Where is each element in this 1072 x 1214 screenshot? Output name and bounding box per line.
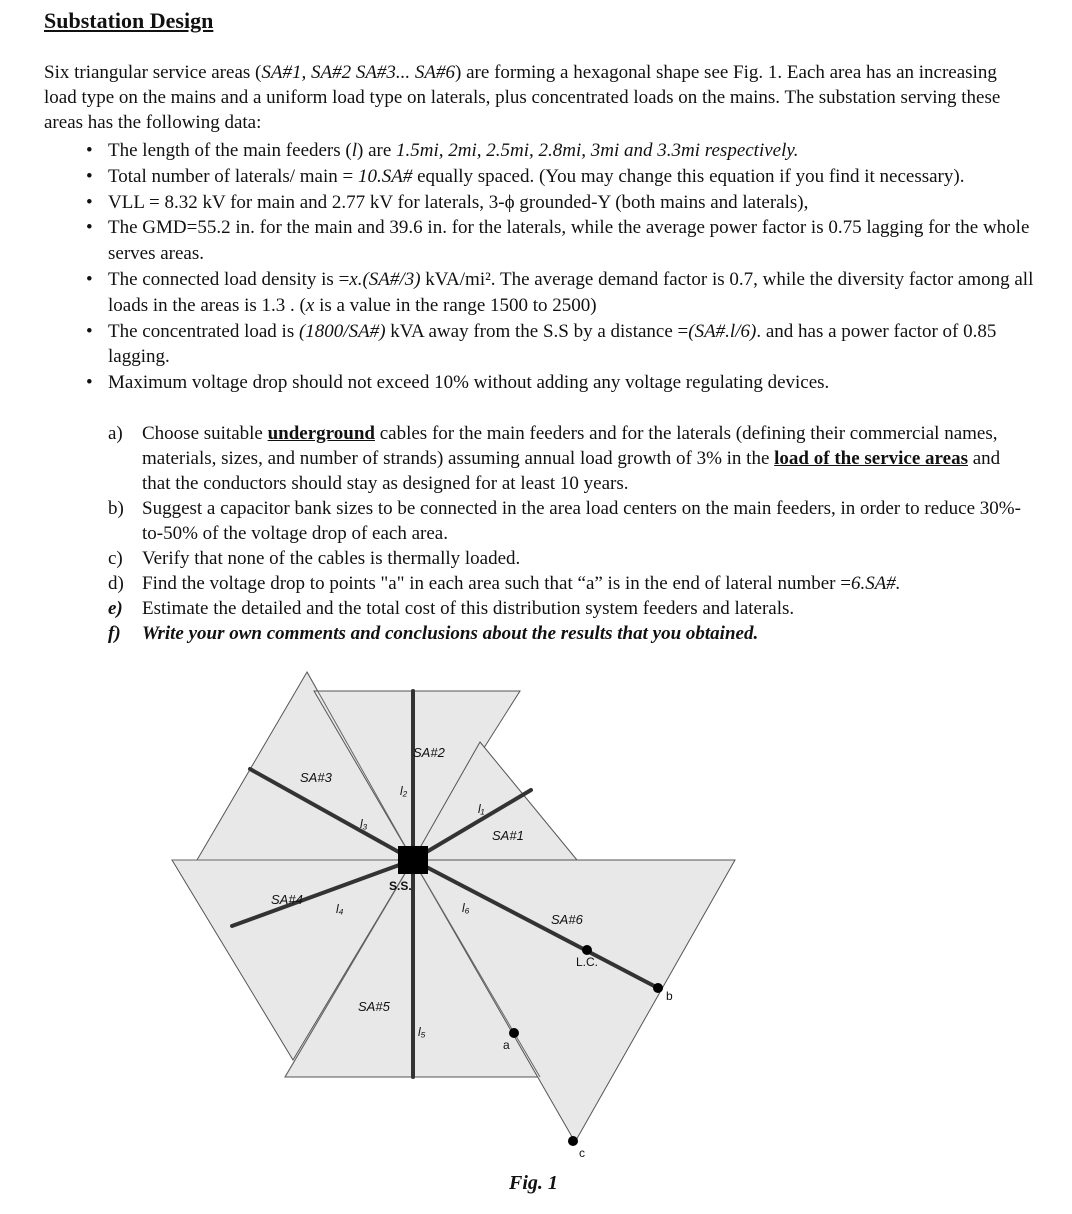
label-sa3: SA#3 [300,770,332,785]
label-sa2: SA#2 [413,745,445,760]
point-b [653,983,663,993]
label-ss: S.S. [389,879,412,893]
label-l6: l₆ [462,901,470,915]
label-l3: l₃ [360,817,368,831]
point-a [509,1028,519,1038]
substation-box [398,846,428,874]
label-l2: l₂ [400,784,408,798]
intro-text-2: ) are forming a hexagonal shape see Fig. 1. Each area has an increasing load type on the mains and a uniform load type on laterals, plus concentrated loads on the mains. The substation serving these areas has the following data: [44,62,1001,133]
task-d: d) Find the voltage drop to points "a" in each area such that “a” is in the end of lateral number =6.SA#. [108,573,901,594]
task-e: e) Estimate the detailed and the total cost of this distribution system feeders and laterals. [108,598,795,619]
intro-areas: SA#1, SA#2 SA#3... SA#6 [261,62,456,83]
task-a: a) Choose suitable underground cables for the main feeders and for the laterals (defining their commercial names, materials, sizes, and number of strands) assuming annual load growth of 3% in the load of the service areas and that the conductors should stay as designed for at least 10 years. [108,423,1001,494]
page-title: Substation Design [44,8,214,33]
bullet-laterals: • Total number of laterals/ main = 10.SA# equally spaced. (You may change this equation if you find it necessary). [86,165,965,187]
label-l4: l₄ [336,902,344,916]
label-c: c [579,1146,585,1160]
label-l5: l₅ [418,1025,426,1039]
label-sa5: SA#5 [358,999,390,1014]
bullet-feeder-lengths: • The length of the main feeders (l) are 1.5mi, 2mi, 2.5mi, 2.8mi, 3mi and 3.3mi respectively. [86,140,799,161]
load-center-point [582,945,592,955]
bullet-gmd: • The GMD=55.2 in. for the main and 39.6 in. for the laterals, while the average power factor is 0.75 lagging for the whole serves areas. [86,217,1030,265]
label-lc: L.C. [576,955,599,969]
label-b: b [666,989,673,1003]
task-f: f) Write your own comments and conclusions about the results that you obtained. [108,623,759,644]
task-b: b) Suggest a capacitor bank sizes to be connected in the area load centers on the main feeders, in order to reduce 30%-to-50% of the voltage drop of each area. [108,498,1021,544]
point-c [568,1136,578,1146]
label-l1: l₁ [478,802,485,816]
bullet-voltage: • VLL = 8.32 kV for main and 2.77 kV for laterals, 3-ϕ grounded-Y (both mains and laterals), [86,191,809,213]
bullet-load-density: • The connected load density is =x.(SA#/3) kVA/mi². The average demand factor is 0.7, while the diversity factor among all loads in the areas is 1.3 . (x is a value in the range 1500 to 2500) [86,268,1034,316]
task-c: c) Verify that none of the cables is thermally loaded. [108,548,521,569]
label-a: a [503,1038,510,1052]
label-sa1: SA#1 [492,828,524,843]
label-sa6: SA#6 [551,912,583,927]
figure-caption: Fig. 1 [509,1172,558,1194]
label-sa4: SA#4 [271,892,303,907]
bullet-voltage-drop: • Maximum voltage drop should not exceed 10% without adding any voltage regulating devices. [86,372,830,394]
bullet-concentrated-load: • The concentrated load is (1800/SA#) kVA away from the S.S by a distance =(SA#.l/6). and has a power factor of 0.85 lagging. [86,320,997,368]
intro-text-1: Six triangular service areas ( [44,62,262,83]
